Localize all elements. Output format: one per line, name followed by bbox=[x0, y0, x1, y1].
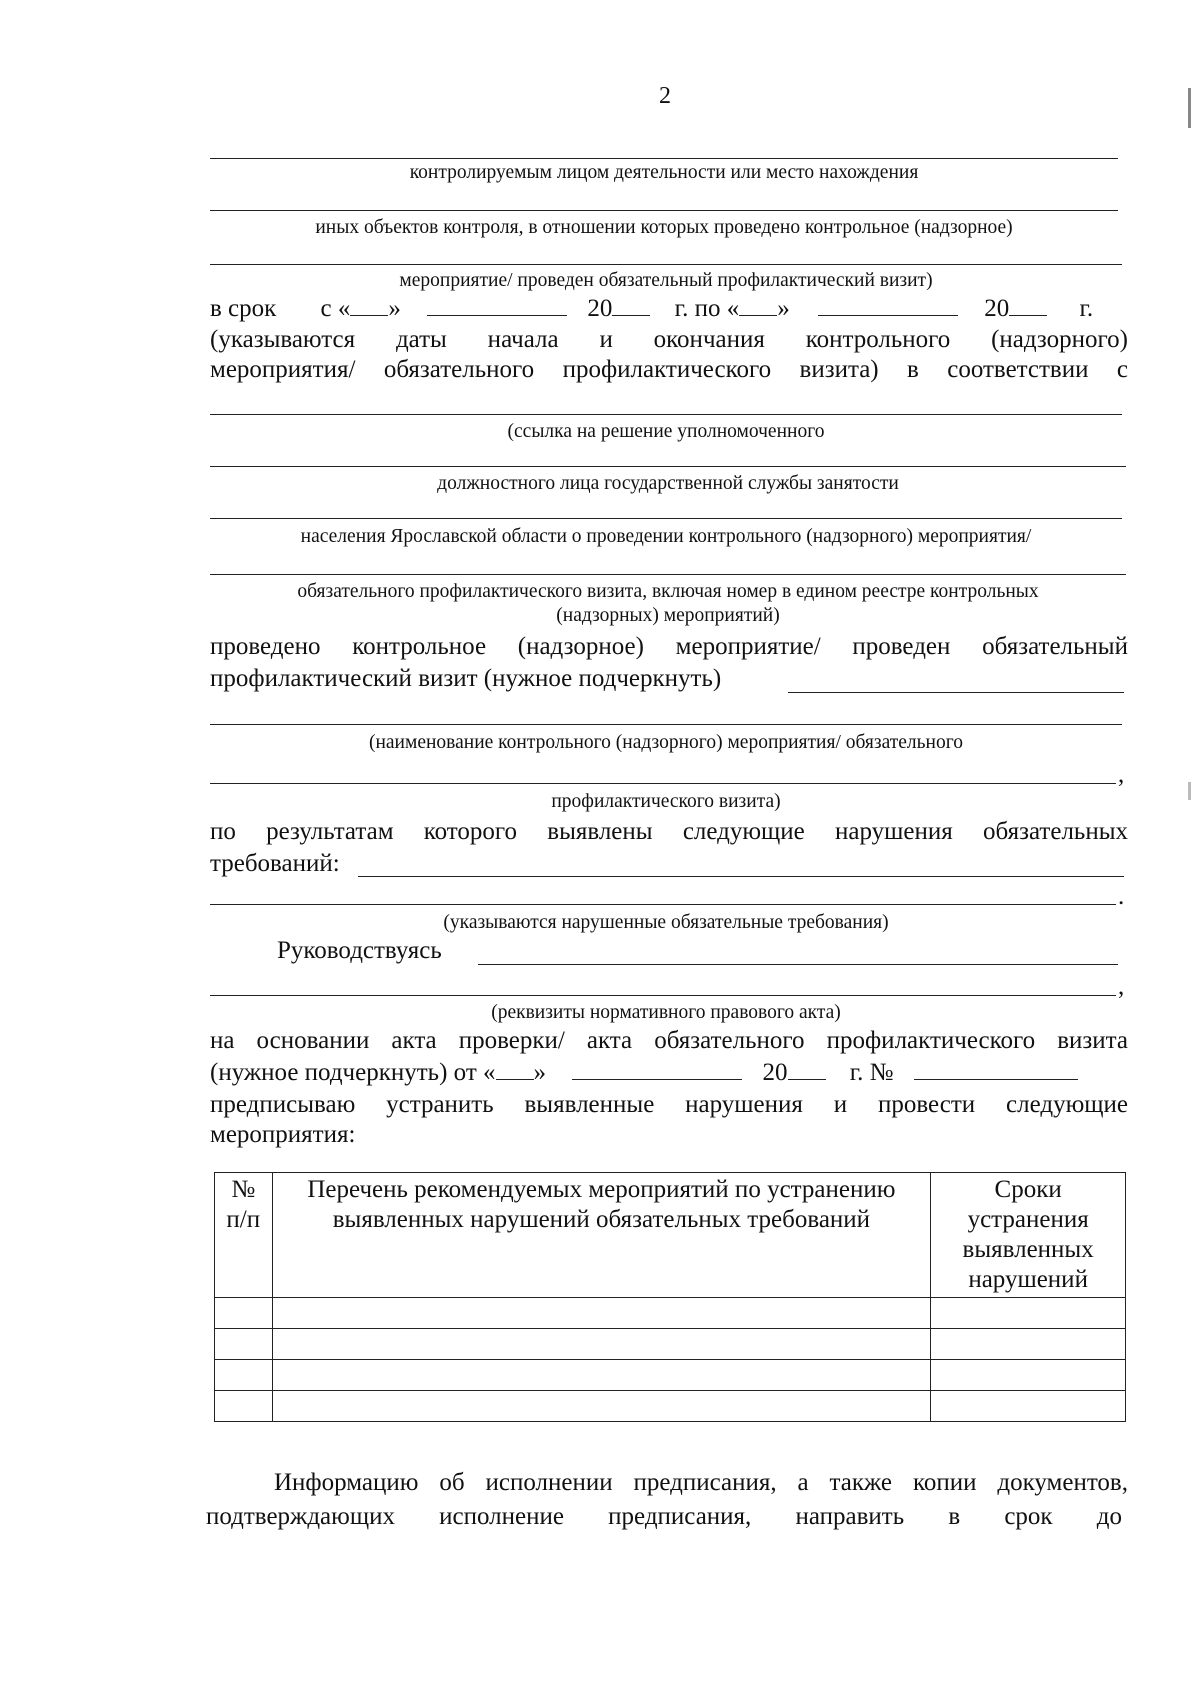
col-deadline-header: Сроки устранения выявленных нарушений bbox=[931, 1173, 1126, 1298]
paragraph-line: по результатам которого выявлены следующие нарушения обязательных bbox=[210, 818, 1128, 845]
comma: , bbox=[1118, 761, 1125, 788]
caption: (ссылка на решение уполномоченного bbox=[507, 421, 825, 442]
caption: (реквизиты нормативного правового акта) bbox=[491, 1002, 841, 1023]
table-cell[interactable] bbox=[931, 1391, 1126, 1422]
act-number-label: г. № bbox=[849, 1059, 894, 1086]
act-number-blank[interactable] bbox=[914, 1059, 1078, 1080]
year-prefix: 20 bbox=[762, 1059, 788, 1086]
paragraph-line: мероприятия: bbox=[210, 1121, 356, 1148]
table-cell[interactable] bbox=[272, 1360, 931, 1391]
period: . bbox=[1118, 883, 1125, 910]
col-number-header: № п/п bbox=[215, 1173, 273, 1298]
measures-table bbox=[214, 1172, 1126, 1422]
fill-line[interactable] bbox=[210, 904, 1116, 905]
term-to: г. по « bbox=[674, 295, 740, 322]
act-year-blank[interactable] bbox=[788, 1059, 826, 1080]
act-day-blank[interactable] bbox=[496, 1059, 534, 1080]
paragraph-line: Информацию об исполнении предписания, а также копии документов, bbox=[274, 1469, 1128, 1496]
paragraph-line: мероприятия/ обязательного профилактического визита) в соответствии с bbox=[210, 356, 1128, 383]
paragraph-line: требований: bbox=[210, 850, 340, 877]
table-cell[interactable] bbox=[931, 1329, 1126, 1360]
act-month-blank[interactable] bbox=[572, 1059, 742, 1080]
fill-line[interactable] bbox=[210, 466, 1126, 467]
fill-line[interactable] bbox=[210, 574, 1126, 575]
scan-artifact bbox=[1188, 782, 1191, 800]
fill-line[interactable] bbox=[210, 518, 1122, 519]
table-cell[interactable] bbox=[215, 1391, 273, 1422]
table-row bbox=[215, 1329, 1126, 1360]
act-from: (нужное подчеркнуть) от « bbox=[210, 1059, 496, 1086]
table-cell[interactable] bbox=[272, 1298, 931, 1329]
quote-close: » bbox=[388, 295, 401, 322]
fill-line[interactable] bbox=[210, 995, 1116, 996]
caption: (наименование контрольного (надзорного) мероприятия/ обязательного bbox=[368, 732, 964, 753]
year-from-blank[interactable] bbox=[612, 295, 650, 316]
table-cell[interactable] bbox=[931, 1298, 1126, 1329]
paragraph-line: (указываются даты начала и окончания контрольного (надзорного) bbox=[210, 326, 1128, 353]
fill-line[interactable] bbox=[788, 692, 1124, 693]
fill-line[interactable] bbox=[210, 210, 1118, 211]
year-suffix: г. bbox=[1079, 295, 1094, 322]
caption: должностного лица государственной службы занятости bbox=[437, 473, 899, 494]
day-to-blank[interactable] bbox=[739, 295, 777, 316]
month-from-blank[interactable] bbox=[427, 295, 567, 316]
year-prefix: 20 bbox=[587, 295, 613, 322]
table-cell[interactable] bbox=[931, 1360, 1126, 1391]
act-date-line bbox=[210, 1058, 1128, 1087]
year-to-blank[interactable] bbox=[1009, 295, 1047, 316]
paragraph-line: профилактический визит (нужное подчеркнуть) bbox=[210, 665, 722, 692]
table-header-row bbox=[215, 1173, 1126, 1298]
table-cell[interactable] bbox=[215, 1360, 273, 1391]
term-line bbox=[210, 294, 1128, 323]
paragraph-line: предписываю устранить выявленные нарушения и провести следующие bbox=[210, 1091, 1128, 1118]
comma: , bbox=[1118, 973, 1125, 1000]
col-measures-header: Перечень рекомендуемых мероприятий по устранению выявленных нарушений обязательных требований bbox=[272, 1173, 931, 1298]
term-from: с « bbox=[320, 295, 351, 322]
fill-line[interactable] bbox=[478, 964, 1118, 965]
table-row bbox=[215, 1298, 1126, 1329]
caption: профилактического визита) bbox=[551, 791, 781, 812]
fill-line[interactable] bbox=[210, 414, 1122, 415]
guided-label: Руководствуясь bbox=[277, 937, 442, 964]
caption: обязательного профилактического визита, включая номер в едином реестре контрольных bbox=[297, 581, 1039, 602]
paragraph-line: проведено контрольное (надзорное) мероприятие/ проведен обязательный bbox=[210, 633, 1128, 660]
paragraph-line: подтверждающих исполнение предписания, направить в срок до bbox=[206, 1503, 1122, 1530]
caption: (указываются нарушенные обязательные требования) bbox=[443, 912, 889, 933]
caption: контролируемым лицом деятельности или место нахождения bbox=[409, 162, 919, 183]
fill-line[interactable] bbox=[210, 724, 1122, 725]
caption: населения Ярославской области о проведении контрольного (надзорного) мероприятия/ bbox=[300, 526, 1032, 547]
table-cell[interactable] bbox=[272, 1391, 931, 1422]
table-row bbox=[215, 1360, 1126, 1391]
term-label: в срок bbox=[210, 295, 277, 322]
quote-close: » bbox=[533, 1059, 546, 1086]
page-number: 2 bbox=[659, 83, 671, 109]
fill-line[interactable] bbox=[210, 158, 1118, 159]
quote-close: » bbox=[777, 295, 790, 322]
fill-line[interactable] bbox=[210, 783, 1116, 784]
caption: (надзорных) мероприятий) bbox=[556, 605, 780, 626]
scan-artifact bbox=[1188, 88, 1191, 128]
caption: иных объектов контроля, в отношении которых проведено контрольное (надзорное) bbox=[315, 217, 1013, 238]
fill-line[interactable] bbox=[358, 876, 1124, 877]
year-prefix: 20 bbox=[984, 295, 1010, 322]
caption: мероприятие/ проведен обязательный профилактический визит) bbox=[399, 270, 933, 291]
table-cell[interactable] bbox=[215, 1329, 273, 1360]
month-to-blank[interactable] bbox=[818, 295, 958, 316]
day-from-blank[interactable] bbox=[350, 295, 388, 316]
fill-line[interactable] bbox=[210, 264, 1122, 265]
table-cell[interactable] bbox=[215, 1298, 273, 1329]
paragraph-line: на основании акта проверки/ акта обязательного профилактического визита bbox=[210, 1027, 1128, 1054]
table-row bbox=[215, 1391, 1126, 1422]
table-cell[interactable] bbox=[272, 1329, 931, 1360]
